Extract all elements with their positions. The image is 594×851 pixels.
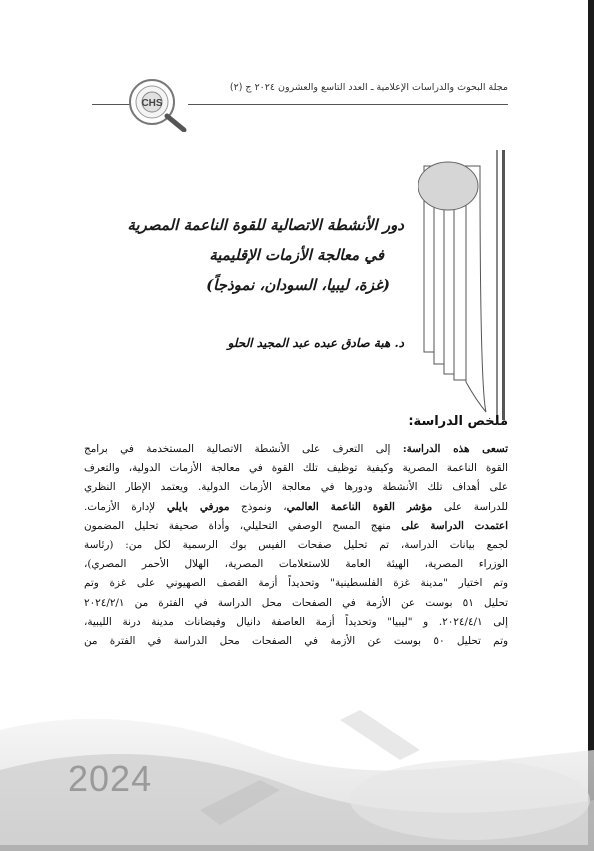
journal-header: مجلة البحوث والدراسات الإعلامية ـ العدد التاسع والعشرون ٢٠٢٤ ج (٢) xyxy=(229,82,508,93)
abstract-line: إلى ٢٠٢٤/٤/١. و "ليبيا" وتحديداً أزمة العاصفة دانيال وفيضانات مدينة درنة الليبية، xyxy=(84,615,508,628)
abstract-line: اعتمدت الدراسة على منهج المسح الوصفي التحليلي، وأداة صحيفة تحليل المضمون xyxy=(84,519,508,532)
year-watermark: 2024 xyxy=(68,758,153,799)
abstract-line: تحليل ٥١ بوست عن الأزمة في الصفحات محل الدراسة في الفترة من ٢٠٢٤/٢/١ xyxy=(84,596,508,609)
title-line-3: (غزة، ليبيا، السودان، نموذجاً) xyxy=(206,276,390,294)
abstract-line: وتم اختيار "مدينة غزة الفلسطينية" وتحديداً أزمة القصف الصهيوني على غزة وتم xyxy=(84,577,508,590)
murphy-bailey-bold: مورفي بايلي xyxy=(166,500,230,513)
abstract-line: القوة الناعمة المصرية وكيفية توظيف تلك القوة في معالجة الأزمات الدولية، والتعرف xyxy=(84,462,508,475)
decorative-column-graphic xyxy=(418,150,508,420)
header-rule xyxy=(188,104,508,105)
journal-logo-icon xyxy=(122,76,188,132)
soft-power-index-bold: مؤشر القوة الناعمة العالمي xyxy=(286,500,433,513)
abstract-line: تسعى هذه الدراسة: إلى التعرف على الأنشطة الاتصالية المستخدمة في برامج xyxy=(84,443,508,455)
section-heading: ملخص الدراسة: xyxy=(408,414,508,429)
abstract-line: للدراسة على مؤشر القوة الناعمة العالمي، ونموذج مورفي بايلي لإدارة الأزمات. xyxy=(84,500,508,513)
abstract-line: وتم تحليل ٥٠ بوست عن الأزمة في الصفحات محل الدراسة في الفترة من xyxy=(84,635,508,648)
title-line-1: دور الأنشطة الاتصالية للقوة الناعمة المصرية xyxy=(127,216,404,234)
abstract-lead-bold: تسعى هذه الدراسة: xyxy=(402,443,508,455)
paper-title xyxy=(127,210,404,300)
abstract-line: لجمع بيانات الدراسة، تم تحليل صفحات الفيس بوك الرسمية لكل من: (رئاسة xyxy=(84,539,508,552)
title-line-2: في معالجة الأزمات الإقليمية xyxy=(209,246,384,264)
author-name: د. هبة صادق عبده عبد المجيد الحلو xyxy=(227,336,404,350)
methodology-lead-bold: اعتمدت الدراسة على xyxy=(401,519,508,532)
logo-text: CHS xyxy=(141,98,163,109)
abstract-line: الوزراء المصرية، الهيئة العامة للاستعلامات المصرية، الهلال الأحمر المصري)، xyxy=(84,558,508,571)
abstract-body xyxy=(84,440,508,651)
abstract-line: على أهداف تلك الأنشطة ودورها في معالجة الأزمات الدولية. ويعتمد الإطار النظري xyxy=(84,481,508,494)
